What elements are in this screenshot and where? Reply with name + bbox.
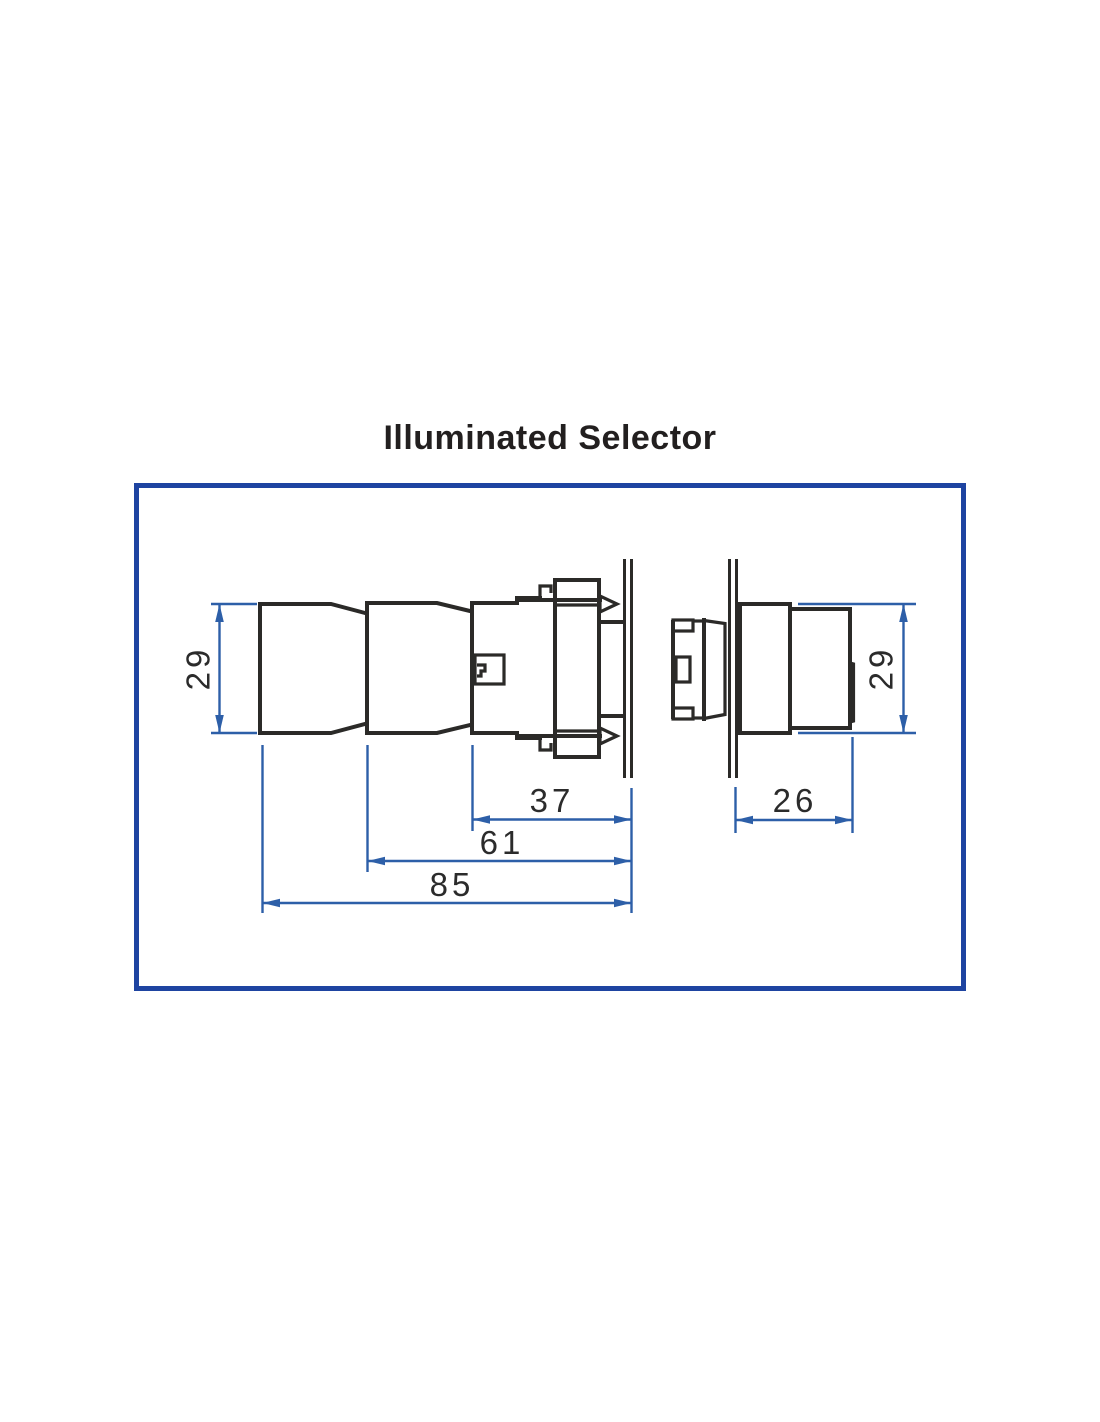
left-view-assembly xyxy=(260,559,632,778)
selector-knob-front xyxy=(260,604,365,733)
dimension-85 xyxy=(263,745,632,913)
collar-notch xyxy=(676,657,690,682)
operator-body xyxy=(472,598,517,738)
dim-label-26: 26 xyxy=(772,782,818,819)
head-front-bezel xyxy=(790,609,850,728)
keyway-notch xyxy=(477,665,485,676)
dimension-37 xyxy=(473,745,632,831)
panel-latch-bottom xyxy=(600,728,617,744)
dim-label-29-left: 29 xyxy=(179,645,217,691)
head-rear-ring xyxy=(740,604,790,733)
keyway-detail xyxy=(475,655,504,684)
dimension-29-right xyxy=(798,604,916,733)
selector-knob-base xyxy=(367,603,470,733)
panel-latch-top xyxy=(600,596,617,612)
dim-label-85: 85 xyxy=(429,866,475,903)
right-view-head xyxy=(673,559,854,778)
dim-label-37: 37 xyxy=(529,782,575,819)
dim-label-61: 61 xyxy=(479,824,525,861)
page-title: Illuminated Selector xyxy=(383,419,717,457)
collar-ring-body xyxy=(704,621,725,719)
dimension-26 xyxy=(736,737,853,833)
collar-tab-top-slot xyxy=(678,624,689,629)
collar-tab-bottom-slot xyxy=(678,711,689,716)
dimension-29-left xyxy=(180,604,257,733)
dim-label-29-right: 29 xyxy=(862,645,900,691)
dimension-61 xyxy=(368,745,632,872)
